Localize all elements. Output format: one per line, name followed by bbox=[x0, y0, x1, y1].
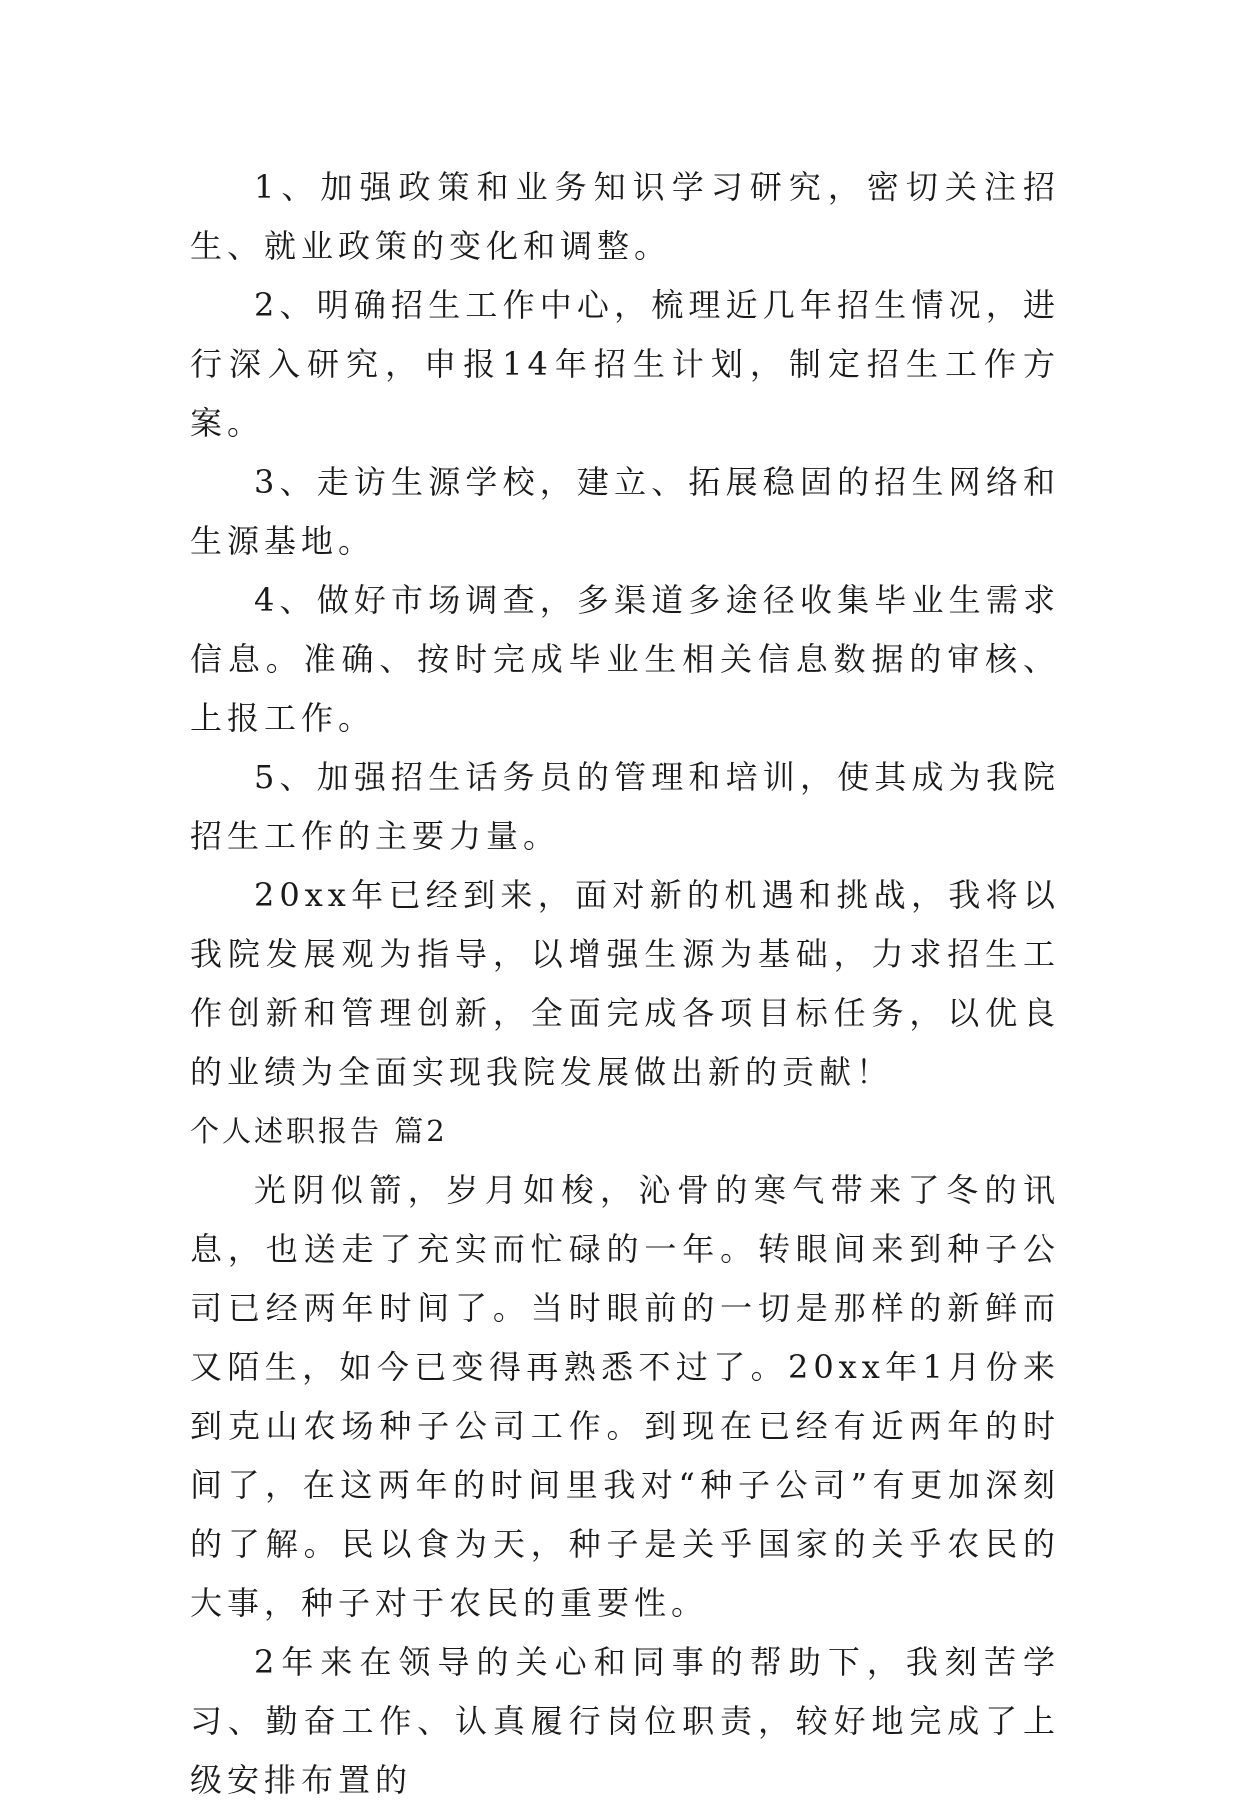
paragraph-item-5: 5、加强招生话务员的管理和培训，使其成为我院招生工作的主要力量。 bbox=[190, 758, 1060, 855]
paragraph-item-2: 2、明确招生工作中心，梳理近几年招生情况，进行深入研究，申报14年招生计划，制定招生工作方案。 bbox=[190, 286, 1060, 442]
section-heading: 个人述职报告 篇2 bbox=[190, 1114, 448, 1148]
paragraph-item-3: 3、走访生源学校，建立、拓展稳固的招生网络和生源基地。 bbox=[190, 463, 1060, 560]
document-body bbox=[190, 158, 1060, 1810]
paragraph-intro: 光阴似箭，岁月如梭，沁骨的寒气带来了冬的讯息，也送走了充实而忙碌的一年。转眼间来到种子公司已经两年时间了。当时眼前的一切是那样的新鲜而又陌生，如今已变得再熟悉不过了。20xx年1月份来到克山农场种子公司工作。到现在已经有近两年的时间了，在这两年的时间里我对“种子公司”有更加深刻的了解。民以食为天，种子是关乎国家的关乎农民的大事，种子对于农民的重要性。 bbox=[190, 1171, 1060, 1622]
paragraph-item-4: 4、做好市场调查，多渠道多途径收集毕业生需求信息。准确、按时完成毕业生相关信息数据的审核、上报工作。 bbox=[190, 581, 1060, 737]
paragraph-conclusion: 20xx年已经到来，面对新的机遇和挑战，我将以我院发展观为指导，以增强生源为基础，力求招生工作创新和管理创新，全面完成各项目标任务，以优良的业绩为全面实现我院发展做出新的贡献！ bbox=[190, 876, 1060, 1091]
paragraph-summary: 2年来在领导的关心和同事的帮助下，我刻苦学习、勤奋工作、认真履行岗位职责，较好地完成了上级安排布置的 bbox=[190, 1643, 1060, 1799]
paragraph-item-1: 1、加强政策和业务知识学习研究，密切关注招生、就业政策的变化和调整。 bbox=[190, 168, 1060, 265]
